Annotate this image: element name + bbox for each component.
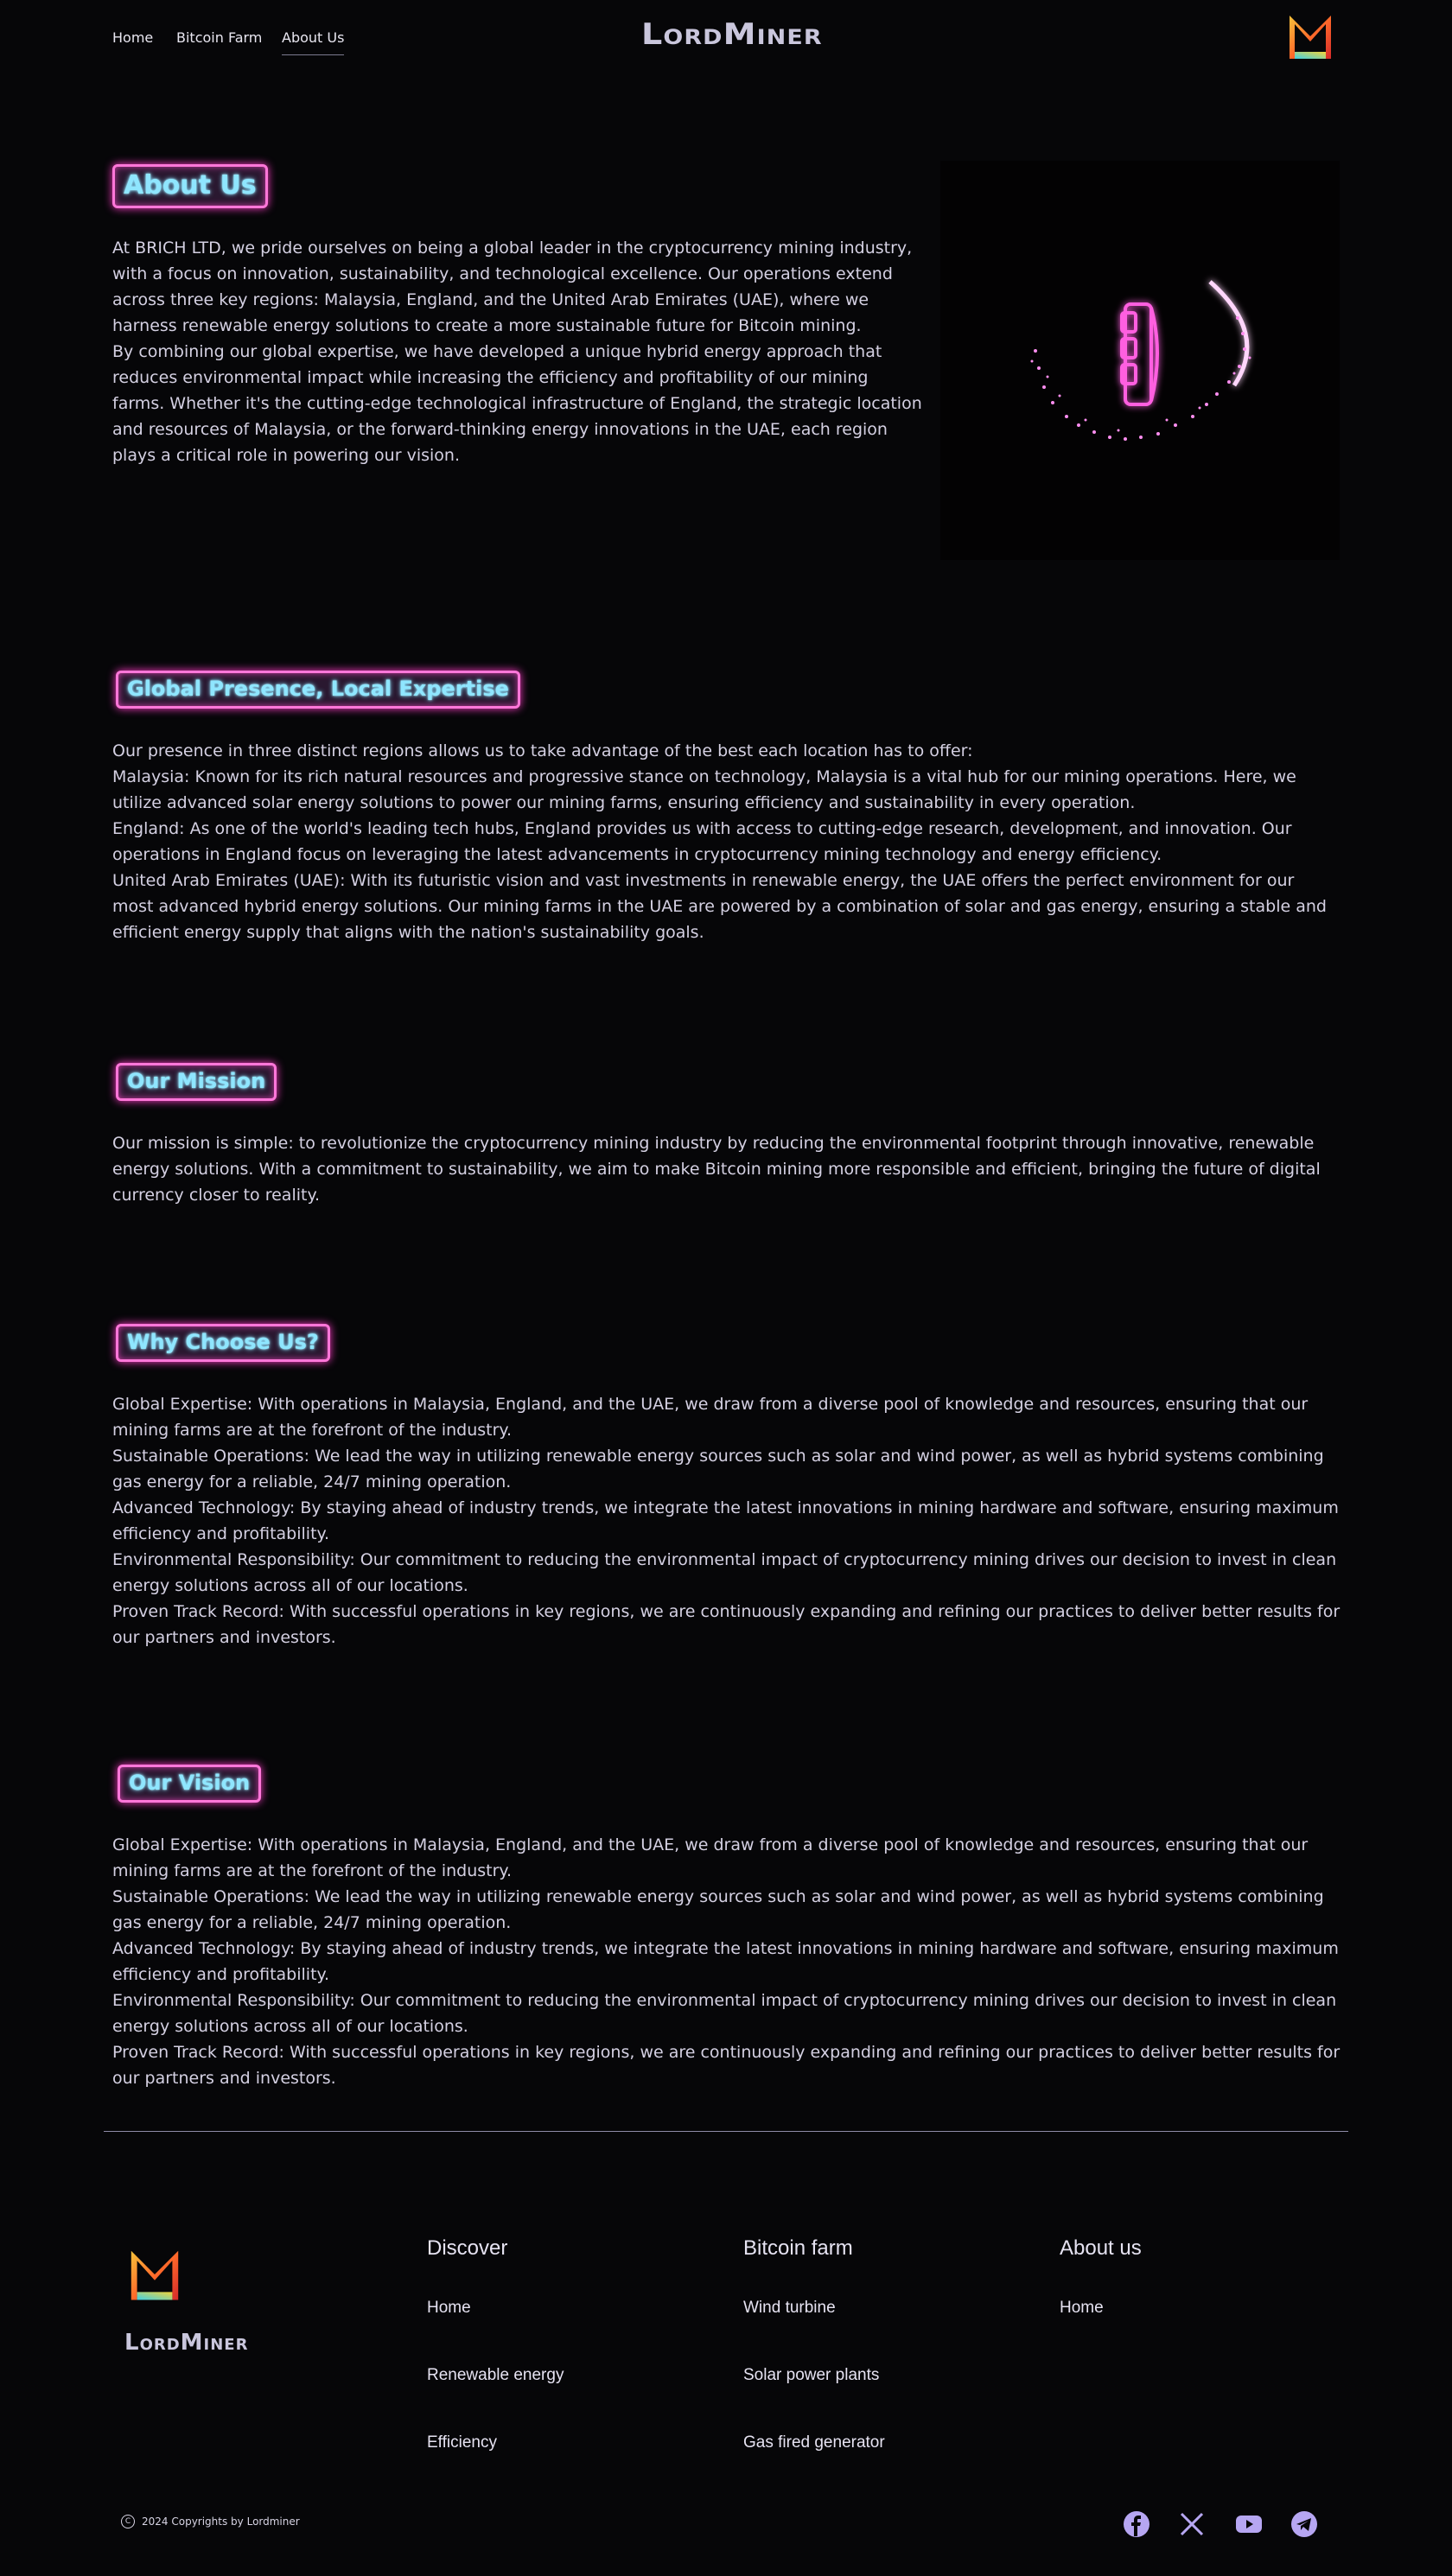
footer-heading-discover: Discover — [427, 2236, 508, 2260]
about-text — [112, 235, 925, 468]
footer-heading-bitcoin-farm: Bitcoin farm — [743, 2236, 853, 2260]
about-paragraph: By combining our global expertise, we have developed a unique hybrid energy approach that reduces environmental impact while increasing the efficiency and profitability of our mining farms. Whether it's the cutting-edge technological infrastructure of England, the strategic location and resources of Malaysia, or the forward-thinking energy innovations in the UAE, each region plays a critical role in powering our vision. — [112, 342, 922, 465]
bitcoin-neon-icon — [940, 161, 1340, 560]
why-text — [112, 1391, 1343, 1651]
why-paragraph: Sustainable Operations: We lead the way in utilizing renewable energy sources such as solar and wind power, as well as hybrid systems combining gas energy for a reliable, 24/7 mining operation. — [112, 1447, 1324, 1492]
mission-title: Our Mission — [116, 1063, 277, 1101]
vision-title: Our Vision — [118, 1765, 261, 1803]
presence-paragraph: Malaysia: Known for its rich natural resources and progressive stance on technology, Malaysia is a vital hub for our mining operations. Here, we utilize advanced solar energy solutions to power our mining farms, ensuring efficiency and sustainability in every operation. — [112, 767, 1296, 812]
nav-bitcoin-farm[interactable]: Bitcoin Farm — [176, 29, 263, 46]
copyright-text: 2024 Copyrights by Lordminer — [142, 2516, 300, 2528]
brand-logo-text[interactable]: LordMiner — [641, 17, 823, 52]
footer-link-efficiency[interactable]: Efficiency — [427, 2433, 497, 2452]
presence-title: Global Presence, Local Expertise — [116, 671, 520, 709]
footer-link-gas-fired-generator[interactable]: Gas fired generator — [743, 2433, 885, 2452]
footer-link-wind-turbine[interactable]: Wind turbine — [743, 2299, 836, 2317]
footer-link-solar-power-plants[interactable]: Solar power plants — [743, 2366, 880, 2384]
footer-link-about-home[interactable]: Home — [1060, 2299, 1104, 2317]
footer-heading-about-us: About us — [1060, 2236, 1142, 2260]
copyright-icon: C — [121, 2515, 135, 2528]
why-title: Why Choose Us? — [116, 1324, 330, 1362]
footer-link-renewable-energy[interactable]: Renewable energy — [427, 2366, 564, 2384]
footer-brand-text[interactable]: LordMiner — [124, 2330, 249, 2356]
presence-paragraph: England: As one of the world's leading tech hubs, England provides us with access to cutting-edge research, development, and innovation. Our operations in England focus on leveraging the latest advancements in cryptocurrency mining technology and energy efficiency. — [112, 819, 1292, 864]
vision-paragraph: Global Expertise: With operations in Malaysia, England, and the UAE, we draw from a diverse pool of knowledge and resources, ensuring that our mining farms are at the forefront of the industry. — [112, 1835, 1309, 1880]
footer-link-home[interactable]: Home — [427, 2299, 471, 2317]
footer-logo-icon[interactable] — [124, 2245, 185, 2304]
bitcoin-neon-illustration — [940, 161, 1340, 560]
vision-paragraph: Environmental Responsibility: Our commitment to reducing the environmental impact of cryptocurrency mining drives our decision to invest in clean energy solutions across all of our locations. — [112, 1991, 1337, 2036]
presence-text — [112, 738, 1340, 945]
vision-paragraph: Sustainable Operations: We lead the way in utilizing renewable energy sources such as solar and wind power, as well as hybrid systems combining gas energy for a reliable, 24/7 mining operation. — [112, 1887, 1324, 1932]
about-paragraph: At BRICH LTD, we pride ourselves on being a global leader in the cryptocurrency mining industry, with a focus on innovation, sustainability, and technological excellence. Our operations extend across three key regions: Malaysia, England, and the United Arab Emirates (UAE), where we harness renewable energy solutions to create a more sustainable future for Bitcoin mining. — [112, 239, 913, 335]
x-icon[interactable] — [1177, 2509, 1207, 2539]
telegram-icon[interactable] — [1290, 2509, 1319, 2539]
copyright — [121, 2515, 300, 2528]
facebook-icon[interactable] — [1122, 2509, 1151, 2539]
nav-about-us[interactable]: About Us — [282, 29, 344, 55]
about-title: About Us — [112, 164, 268, 208]
why-paragraph: Proven Track Record: With successful operations in key regions, we are continuously expanding and refining our practices to deliver better results for our partners and investors. — [112, 1602, 1341, 1647]
vision-paragraph: Proven Track Record: With successful operations in key regions, we are continuously expanding and refining our practices to deliver better results for our partners and investors. — [112, 2043, 1341, 2088]
youtube-icon[interactable] — [1234, 2509, 1264, 2539]
nav-home[interactable]: Home — [112, 29, 154, 46]
brand-logo-icon[interactable] — [1284, 10, 1336, 62]
footer-divider — [104, 2131, 1348, 2132]
vision-paragraph: Advanced Technology: By staying ahead of industry trends, we integrate the latest innovations in mining hardware and software, ensuring maximum efficiency and profitability. — [112, 1939, 1339, 1984]
presence-paragraph: Our presence in three distinct regions allows us to take advantage of the best each location has to offer: — [112, 741, 973, 760]
why-paragraph: Advanced Technology: By staying ahead of industry trends, we integrate the latest innovations in mining hardware and software, ensuring maximum efficiency and profitability. — [112, 1498, 1339, 1543]
why-paragraph: Global Expertise: With operations in Malaysia, England, and the UAE, we draw from a diverse pool of knowledge and resources, ensuring that our mining farms are at the forefront of the industry. — [112, 1395, 1309, 1440]
why-paragraph: Environmental Responsibility: Our commitment to reducing the environmental impact of cryptocurrency mining drives our decision to invest in clean energy solutions across all of our locations. — [112, 1550, 1337, 1595]
mission-paragraph: Our mission is simple: to revolutionize the cryptocurrency mining industry by reducing the environmental footprint through innovative, renewable energy solutions. With a commitment to sustainability, we aim to make Bitcoin mining more responsible and efficient, bringing the future of digital currency closer to reality. — [112, 1134, 1321, 1205]
vision-text — [112, 1832, 1343, 2091]
presence-paragraph: United Arab Emirates (UAE): With its futuristic vision and vast investments in renewable energy, the UAE offers the perfect environment for our most advanced hybrid energy solutions. Our mining farms in the UAE are powered by a combination of solar and gas energy, ensuring a stable and efficient energy supply that aligns with the nation's sustainability goals. — [112, 871, 1327, 942]
mission-text — [112, 1130, 1340, 1208]
